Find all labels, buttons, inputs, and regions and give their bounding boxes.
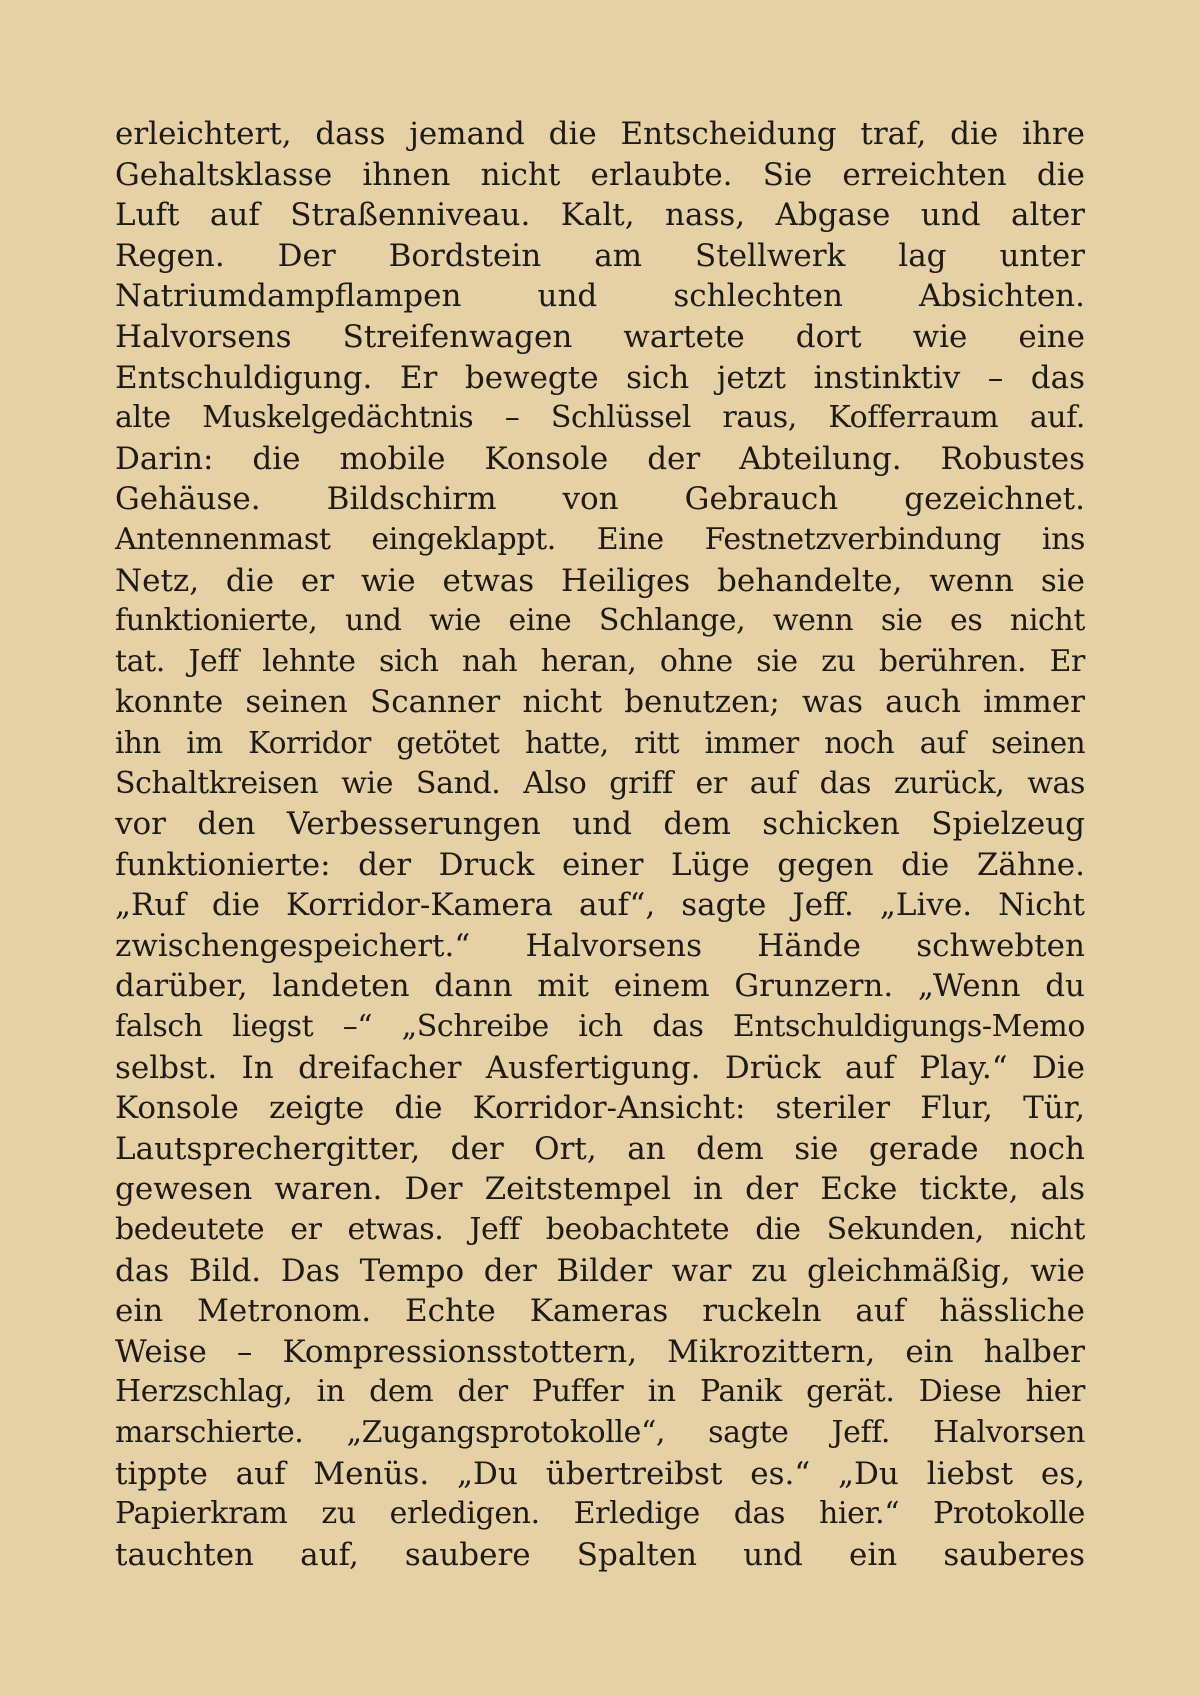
text-line: Antennenmast eingeklappt. Eine Festnetzverbindung ins bbox=[115, 521, 1085, 557]
text-line: Gehäuse. Bildschirm von Gebrauch gezeichnet. bbox=[115, 481, 1085, 518]
text-line: Weise – Kompressionsstottern, Mikrozittern, ein halber bbox=[115, 1333, 1085, 1370]
body-text bbox=[115, 114, 1085, 1575]
text-line: Darin: die mobile Konsole der Abteilung. Robustes bbox=[115, 440, 1085, 477]
text-line: Konsole zeigte die Korridor-Ansicht: steriler Flur, Tür, bbox=[115, 1090, 1085, 1127]
text-line: das Bild. Das Tempo der Bilder war zu gleichmäßig, wie bbox=[115, 1252, 1085, 1289]
text-line: Herzschlag, in dem der Puffer in Panik gerät. Diese hier bbox=[115, 1374, 1085, 1410]
text-line: selbst. In dreifacher Ausfertigung. Drück auf Play.“ Die bbox=[115, 1049, 1085, 1086]
text-line: Entschuldigung. Er bewegte sich jetzt instinktiv – das bbox=[115, 359, 1085, 396]
text-line: erleichtert, dass jemand die Entscheidung traf, die ihre bbox=[115, 116, 1085, 152]
text-line: Lautsprechergitter, der Ort, an dem sie gerade noch bbox=[115, 1130, 1085, 1167]
text-line: funktionierte, und wie eine Schlange, wenn sie es nicht bbox=[115, 603, 1085, 639]
text-line: Gehaltsklasse ihnen nicht erlaubte. Sie erreichten die bbox=[115, 156, 1085, 193]
text-line: Netz, die er wie etwas Heiliges behandelte, wenn sie bbox=[115, 562, 1085, 599]
text-line: ihn im Korridor getötet hatte, ritt immer noch auf seinen bbox=[115, 725, 1085, 760]
text-line: vor den Verbesserungen und dem schicken Spielzeug bbox=[115, 806, 1085, 843]
text-line: Papierkram zu erledigen. Erledige das hier.“ Protokolle bbox=[115, 1496, 1085, 1532]
text-line: funktionierte: der Druck einer Lüge gegen die Zähne. bbox=[115, 846, 1085, 883]
text-line: darüber, landeten dann mit einem Grunzern. „Wenn du bbox=[115, 968, 1085, 1005]
text-line: Schaltkreisen wie Sand. Also griff er auf das zurück, was bbox=[115, 765, 1085, 801]
text-line: alte Muskelgedächtnis – Schlüssel raus, Kofferraum auf. bbox=[115, 400, 1085, 436]
text-line: „Ruf die Korridor-Kamera auf“, sagte Jeff. „Live. Nicht bbox=[115, 887, 1085, 924]
text-line: zwischengespeichert.“ Halvorsens Hände schwebten bbox=[115, 927, 1085, 964]
text-line: falsch liegst –“ „Schreibe ich das Entschuldigungs-Memo bbox=[115, 1009, 1085, 1045]
text-line: tippte auf Menüs. „Du übertreibst es.“ „Du liebst es, bbox=[115, 1455, 1085, 1492]
text-line: Natriumdampflampen und schlechten Absichten. bbox=[115, 278, 1085, 315]
text-line: tauchten auf, saubere Spalten und ein sauberes bbox=[115, 1536, 1085, 1573]
text-line: bedeutete er etwas. Jeff beobachtete die Sekunden, nicht bbox=[115, 1212, 1085, 1248]
text-line: Regen. Der Bordstein am Stellwerk lag unter bbox=[115, 237, 1085, 274]
text-line: konnte seinen Scanner nicht benutzen; was auch immer bbox=[115, 684, 1085, 721]
text-line: ein Metronom. Echte Kameras ruckeln auf hässliche bbox=[115, 1293, 1085, 1330]
text-line: tat. Jeff lehnte sich nah heran, ohne sie zu berühren. Er bbox=[115, 643, 1085, 679]
text-line: gewesen waren. Der Zeitstempel in der Ecke tickte, als bbox=[115, 1171, 1085, 1208]
text-line: Luft auf Straßenniveau. Kalt, nass, Abgase und alter bbox=[115, 197, 1085, 234]
text-line: Halvorsens Streifenwagen wartete dort wie eine bbox=[115, 318, 1085, 355]
text-line: marschierte. „Zugangsprotokolle“, sagte Jeff. Halvorsen bbox=[115, 1415, 1085, 1450]
